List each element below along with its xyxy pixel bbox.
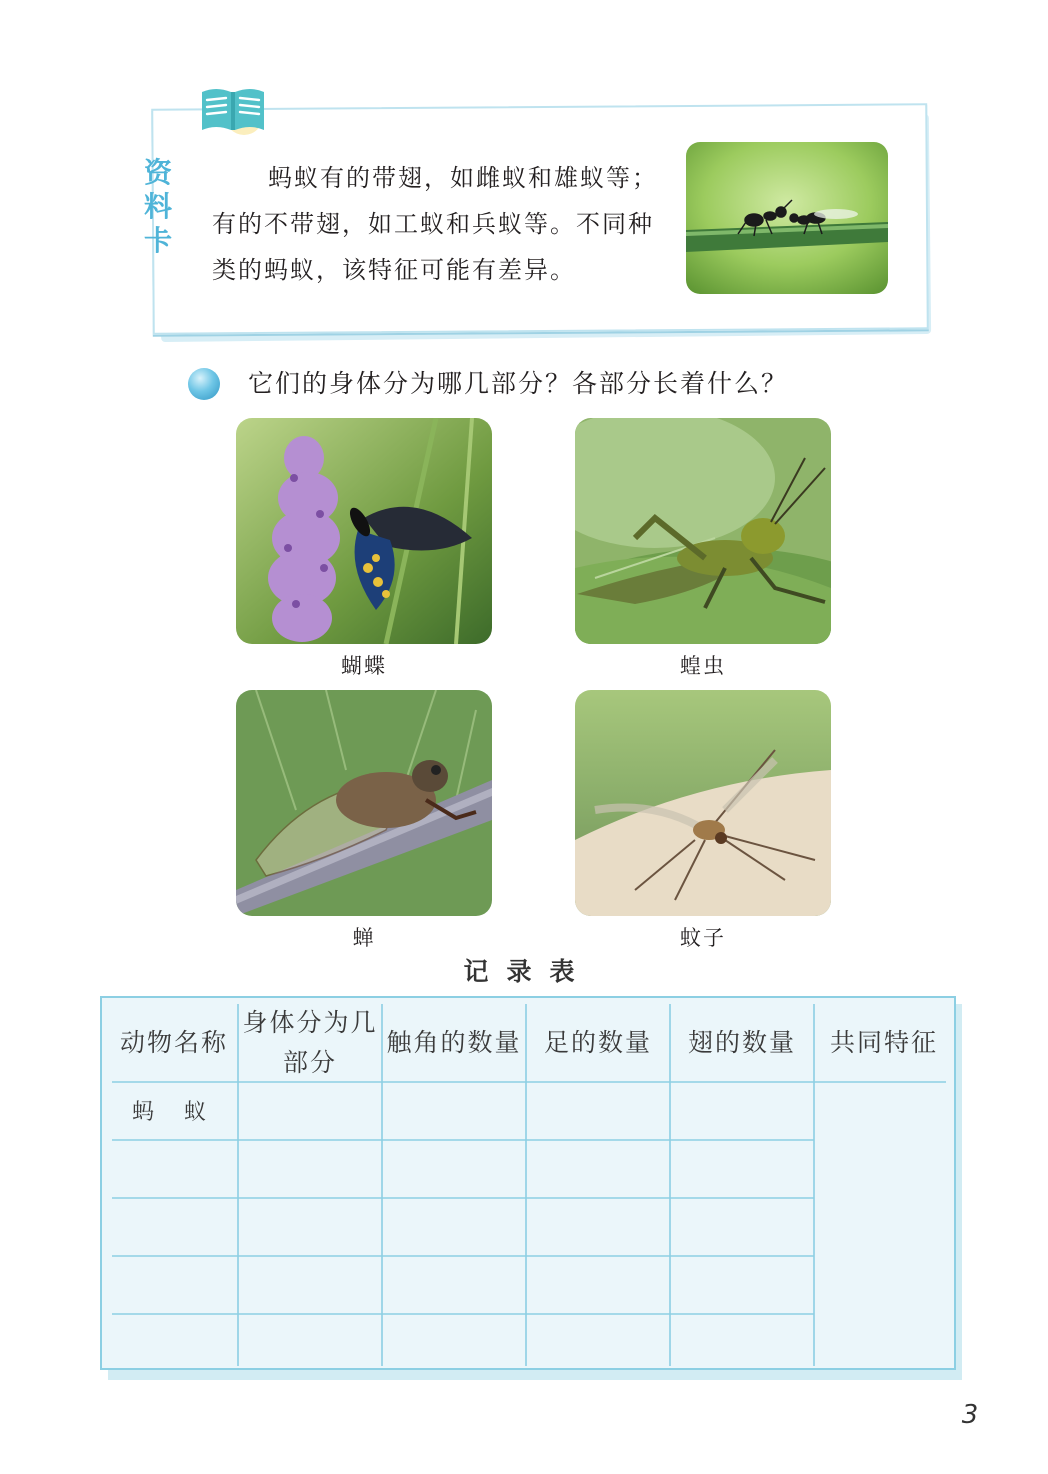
header-wing-count: 翅的数量 bbox=[687, 1028, 796, 1057]
caption-mosquito: 蚊子 bbox=[680, 926, 726, 950]
table-title: 记录表 bbox=[463, 957, 593, 986]
caption-butterfly: 蝴蝶 bbox=[341, 654, 387, 678]
blue-ball-bullet-icon bbox=[188, 368, 220, 400]
butterfly-photo bbox=[236, 418, 492, 644]
caption-grasshopper: 蝗虫 bbox=[680, 654, 726, 678]
header-leg-count: 足的数量 bbox=[543, 1028, 652, 1057]
card-title: 资料卡 bbox=[143, 156, 172, 257]
grasshopper-photo bbox=[575, 418, 831, 644]
mosquito-photo bbox=[575, 690, 831, 916]
caption-cicada: 蝉 bbox=[352, 926, 376, 950]
header-antenna-count: 触角的数量 bbox=[386, 1028, 522, 1057]
table-row-ant-label: 蚂蚁 bbox=[132, 1100, 237, 1125]
header-animal-name: 动物名称 bbox=[119, 1028, 228, 1057]
header-common-features: 共同特征 bbox=[829, 1028, 938, 1057]
ant-photo bbox=[686, 142, 888, 294]
question-text: 它们的身体分为哪几部分？各部分长着什么？ bbox=[248, 369, 789, 398]
open-book-icon bbox=[198, 82, 268, 142]
cicada-photo bbox=[236, 690, 492, 916]
page-number: 3 bbox=[961, 1400, 979, 1430]
card-text: 蚂蚁有的带翅，如雌蚁和雄蚁等；有的不带翅，如工蚁和兵蚁等。不同种类的蚂蚁，该特征可能有差异。 bbox=[212, 164, 658, 284]
header-body-parts: 身体分为几部分 bbox=[242, 1008, 378, 1077]
